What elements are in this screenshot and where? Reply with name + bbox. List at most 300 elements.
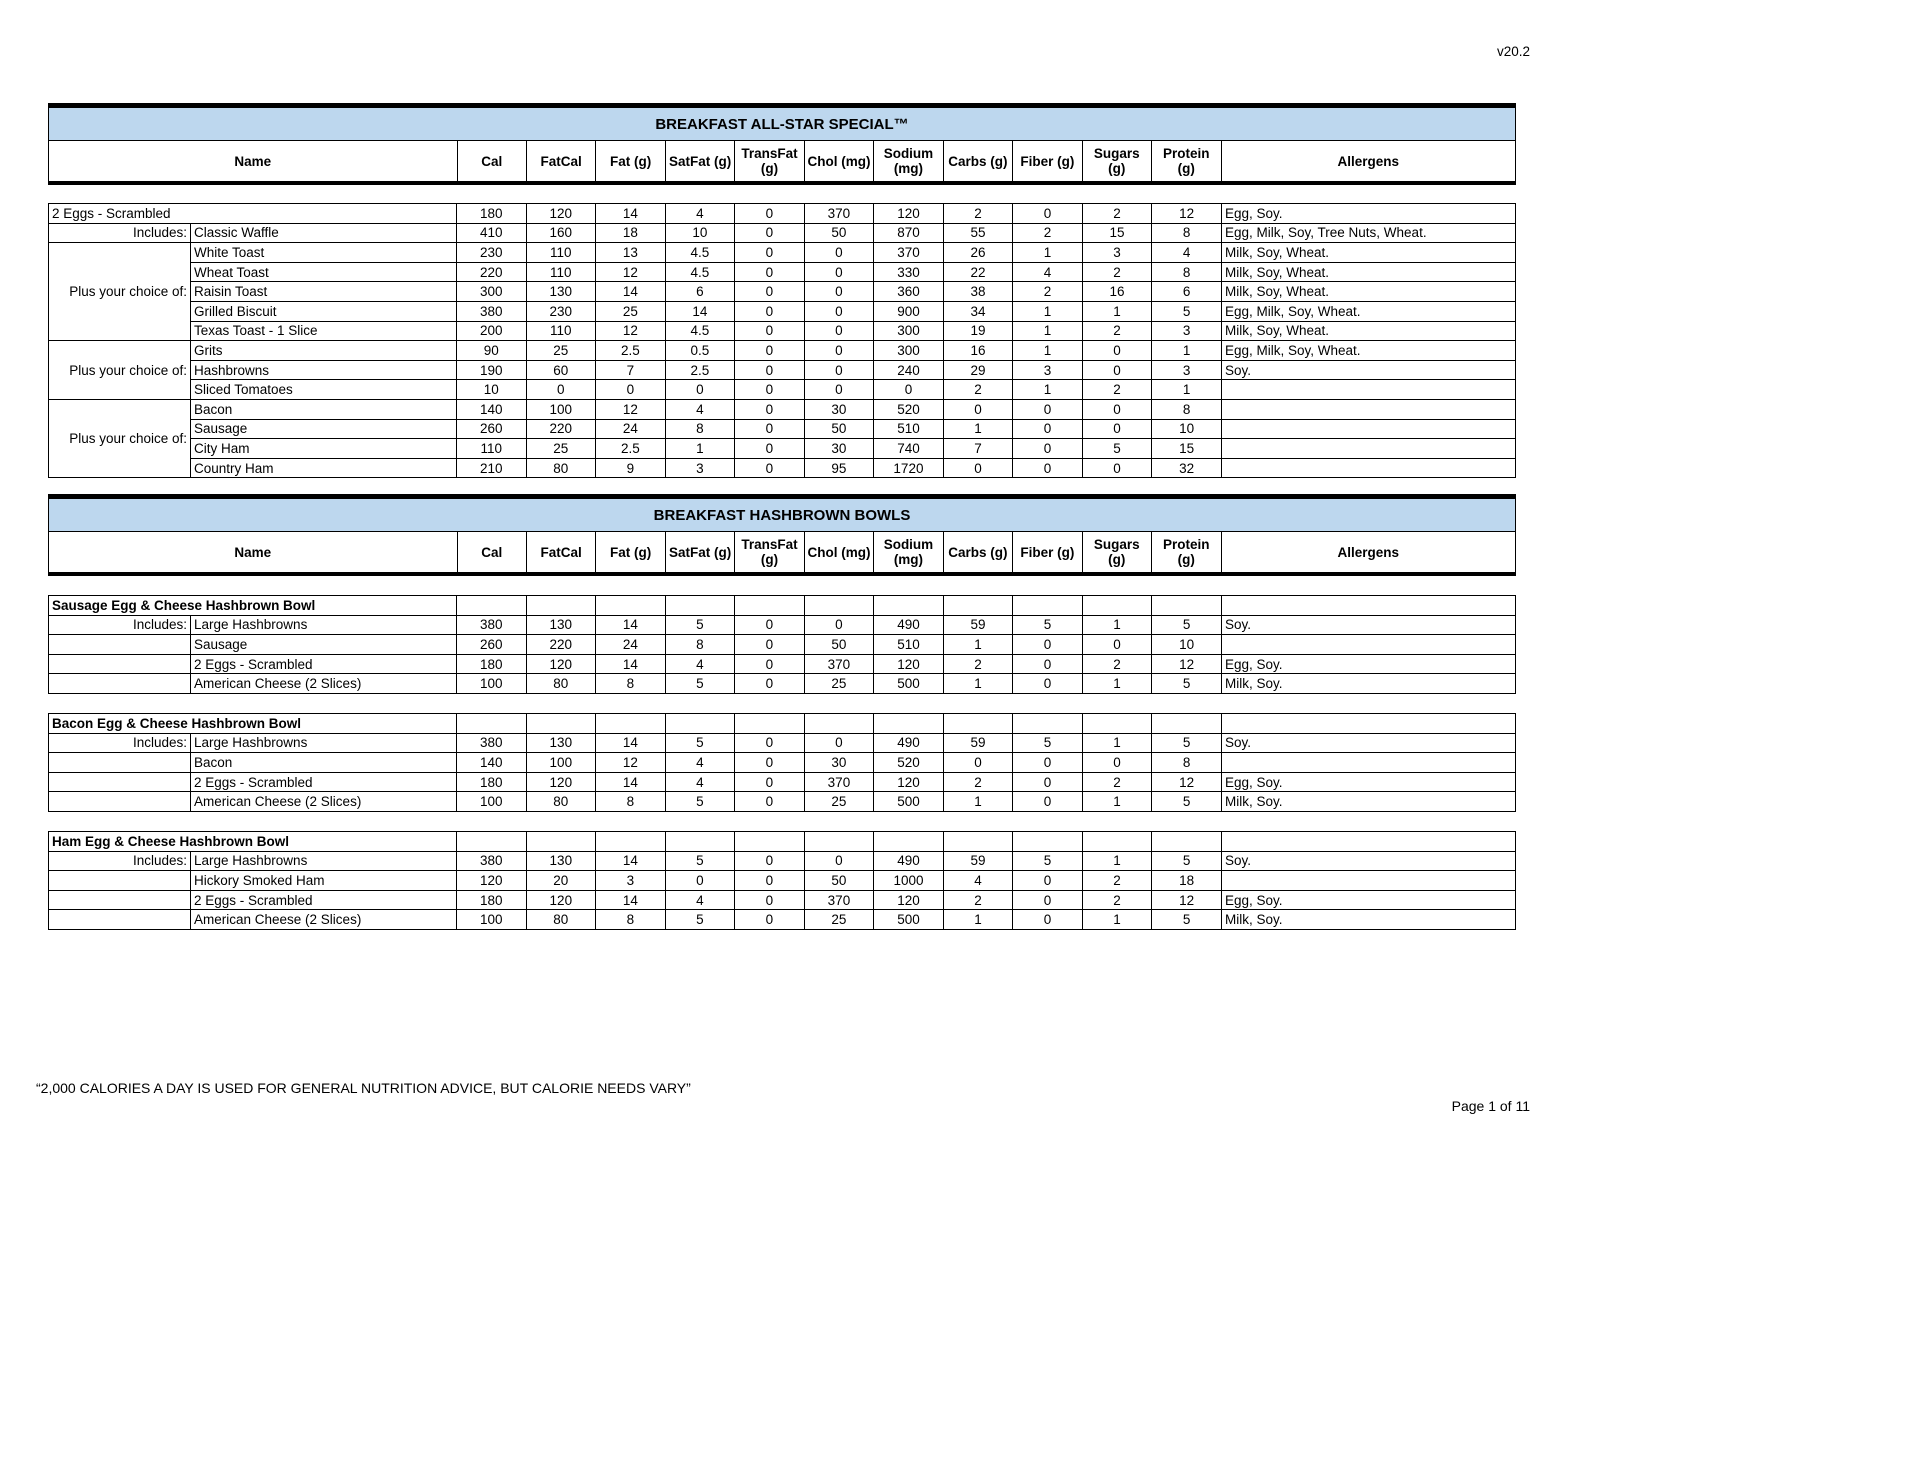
nutrition-row [49, 399, 1516, 419]
bowl-title-cell: Ham Egg & Cheese Hashbrown Bowl [49, 831, 457, 851]
value-cell: 0 [735, 341, 805, 361]
empty-value-cell [526, 713, 596, 733]
value-cell: 25 [804, 674, 874, 694]
empty-value-cell [526, 831, 596, 851]
item-name-cell: Sausage [191, 419, 457, 439]
value-cell: 4.5 [665, 243, 735, 263]
value-cell: 0 [804, 321, 874, 341]
value-cell: 510 [874, 635, 944, 655]
value-cell: 0 [1013, 753, 1083, 773]
value-cell: 2 [1082, 890, 1152, 910]
nutrition-row [49, 753, 1516, 773]
value-cell: 0 [943, 753, 1013, 773]
value-cell: 1 [943, 674, 1013, 694]
value-cell: 5 [1152, 615, 1222, 635]
value-cell: 12 [596, 262, 666, 282]
value-cell: 0 [596, 380, 666, 400]
allergens-cell: Milk, Soy. [1222, 792, 1516, 812]
nutrition-row [49, 772, 1516, 792]
column-header-fat-g: Fat (g) [596, 141, 665, 181]
nutrition-row [49, 910, 1516, 930]
value-cell: 8 [665, 635, 735, 655]
column-header-cal: Cal [457, 532, 526, 572]
value-cell: 220 [457, 262, 527, 282]
value-cell: 3 [1013, 360, 1083, 380]
value-cell: 5 [665, 733, 735, 753]
value-cell: 490 [874, 615, 944, 635]
value-cell: 12 [596, 399, 666, 419]
value-cell: 1 [1013, 380, 1083, 400]
value-cell: 370 [874, 243, 944, 263]
value-cell: 16 [943, 341, 1013, 361]
value-cell: 370 [804, 772, 874, 792]
value-cell: 0 [1082, 341, 1152, 361]
column-header-cal: Cal [457, 141, 526, 181]
nutrition-row [49, 223, 1516, 243]
value-cell: 2.5 [665, 360, 735, 380]
value-cell: 180 [457, 772, 527, 792]
value-cell: 5 [665, 792, 735, 812]
item-name-cell: Raisin Toast [191, 282, 457, 302]
allergens-cell: Egg, Soy. [1222, 772, 1516, 792]
item-name-cell: 2 Eggs - Scrambled [191, 890, 457, 910]
group-label-cell: Plus your choice of: [49, 399, 191, 477]
allergens-cell [1222, 380, 1516, 400]
value-cell: 110 [457, 439, 527, 459]
value-cell: 180 [457, 890, 527, 910]
nutrition-row [49, 851, 1516, 871]
value-cell: 210 [457, 458, 527, 478]
value-cell: 14 [665, 301, 735, 321]
allergens-cell: Egg, Milk, Soy, Wheat. [1222, 341, 1516, 361]
empty-value-cell [943, 596, 1013, 616]
value-cell: 5 [1013, 615, 1083, 635]
value-cell: 8 [1152, 399, 1222, 419]
value-cell: 0 [735, 458, 805, 478]
value-cell: 59 [943, 851, 1013, 871]
value-cell: 330 [874, 262, 944, 282]
value-cell: 120 [874, 890, 944, 910]
value-cell: 0 [665, 871, 735, 891]
item-name-cell: City Ham [191, 439, 457, 459]
value-cell: 12 [596, 753, 666, 773]
value-cell: 1 [1082, 792, 1152, 812]
value-cell: 1 [1082, 674, 1152, 694]
value-cell: 410 [457, 223, 527, 243]
allergens-cell [1222, 439, 1516, 459]
empty-value-cell [804, 596, 874, 616]
value-cell: 80 [526, 910, 596, 930]
value-cell: 14 [596, 851, 666, 871]
value-cell: 500 [874, 674, 944, 694]
empty-value-cell [1013, 831, 1083, 851]
value-cell: 0 [804, 341, 874, 361]
nutrition-row [49, 439, 1516, 459]
value-cell: 0 [804, 360, 874, 380]
value-cell: 0 [735, 654, 805, 674]
value-cell: 8 [1152, 262, 1222, 282]
value-cell: 0 [1082, 635, 1152, 655]
value-cell: 24 [596, 635, 666, 655]
allergens-cell [1222, 753, 1516, 773]
item-name-cell: Sausage [191, 635, 457, 655]
column-header-chol-mg: Chol (mg) [804, 141, 873, 181]
value-cell: 18 [1152, 871, 1222, 891]
value-cell: 220 [526, 635, 596, 655]
item-name-cell: Large Hashbrowns [191, 615, 457, 635]
value-cell: 380 [457, 851, 527, 871]
value-cell: 0 [1013, 890, 1083, 910]
nutrition-row [49, 243, 1516, 263]
item-name-cell: Hashbrowns [191, 360, 457, 380]
item-name-cell: Large Hashbrowns [191, 733, 457, 753]
empty-value-cell [457, 596, 527, 616]
value-cell: 22 [943, 262, 1013, 282]
value-cell: 300 [874, 341, 944, 361]
value-cell: 14 [596, 890, 666, 910]
group-label-cell: Includes: [49, 851, 191, 871]
nutrition-row [49, 262, 1516, 282]
value-cell: 12 [1152, 204, 1222, 224]
value-cell: 0 [1013, 204, 1083, 224]
value-cell: 0 [943, 399, 1013, 419]
value-cell: 10 [665, 223, 735, 243]
value-cell: 15 [1152, 439, 1222, 459]
nutrition-row [49, 341, 1516, 361]
allergens-cell: Egg, Milk, Soy, Wheat. [1222, 301, 1516, 321]
value-cell: 1 [943, 419, 1013, 439]
value-cell: 25 [596, 301, 666, 321]
column-header-sodium-mg: Sodium (mg) [874, 141, 943, 181]
value-cell: 0 [735, 282, 805, 302]
bowl-title-row [49, 713, 1516, 733]
value-cell: 55 [943, 223, 1013, 243]
column-header-fatcal: FatCal [526, 532, 595, 572]
value-cell: 1 [1152, 380, 1222, 400]
value-cell: 2.5 [596, 439, 666, 459]
column-header-name: Name [234, 544, 272, 560]
empty-value-cell [1152, 596, 1222, 616]
value-cell: 2.5 [596, 341, 666, 361]
nutrition-row [49, 282, 1516, 302]
column-header-transfat-g: TransFat (g) [735, 532, 804, 572]
value-cell: 0 [665, 380, 735, 400]
value-cell: 8 [596, 910, 666, 930]
allergens-cell [1222, 458, 1516, 478]
value-cell: 490 [874, 851, 944, 871]
column-header-transfat-g: TransFat (g) [735, 141, 804, 181]
value-cell: 18 [596, 223, 666, 243]
value-cell: 4 [665, 654, 735, 674]
group-label-cell: Includes: [49, 223, 191, 243]
value-cell: 1 [1082, 733, 1152, 753]
empty-allergens-cell [1222, 831, 1516, 851]
value-cell: 14 [596, 282, 666, 302]
value-cell: 1 [943, 910, 1013, 930]
empty-value-cell [596, 713, 666, 733]
value-cell: 190 [457, 360, 527, 380]
value-cell: 0 [1082, 419, 1152, 439]
value-cell: 5 [1013, 851, 1083, 871]
nutrition-row [49, 792, 1516, 812]
value-cell: 59 [943, 733, 1013, 753]
value-cell: 110 [526, 243, 596, 263]
value-cell: 0 [1013, 439, 1083, 459]
allergens-cell [1222, 871, 1516, 891]
value-cell: 0 [735, 399, 805, 419]
value-cell: 0 [1082, 753, 1152, 773]
allergens-cell: Egg, Milk, Soy, Tree Nuts, Wheat. [1222, 223, 1516, 243]
allergens-cell: Milk, Soy, Wheat. [1222, 282, 1516, 302]
value-cell: 120 [526, 204, 596, 224]
nutrition-row [49, 321, 1516, 341]
value-cell: 25 [804, 792, 874, 812]
value-cell: 7 [943, 439, 1013, 459]
value-cell: 120 [526, 772, 596, 792]
value-cell: 180 [457, 654, 527, 674]
value-cell: 4 [1152, 243, 1222, 263]
value-cell: 1 [1082, 851, 1152, 871]
value-cell: 3 [1152, 360, 1222, 380]
column-header-allergens: Allergens [1221, 141, 1515, 181]
value-cell: 80 [526, 458, 596, 478]
value-cell: 3 [1082, 243, 1152, 263]
value-cell: 3 [596, 871, 666, 891]
value-cell: 95 [804, 458, 874, 478]
item-name-cell: Classic Waffle [191, 223, 457, 243]
nutrition-row [49, 871, 1516, 891]
value-cell: 0 [735, 615, 805, 635]
value-cell: 38 [943, 282, 1013, 302]
table2-column-headers [49, 532, 1515, 572]
empty-value-cell [874, 596, 944, 616]
item-name-cell: Wheat Toast [191, 262, 457, 282]
value-cell: 25 [526, 439, 596, 459]
value-cell: 8 [1152, 753, 1222, 773]
column-header-allergens: Allergens [1221, 532, 1515, 572]
nutrition-row [49, 890, 1516, 910]
breakfast-all-star-table [48, 103, 1516, 478]
value-cell: 220 [526, 419, 596, 439]
value-cell: 29 [943, 360, 1013, 380]
value-cell: 120 [874, 204, 944, 224]
column-header-sugars-g: Sugars (g) [1082, 532, 1151, 572]
empty-value-cell [596, 596, 666, 616]
nutrition-row [49, 654, 1516, 674]
value-cell: 80 [526, 792, 596, 812]
empty-allergens-cell [1222, 713, 1516, 733]
value-cell: 9 [596, 458, 666, 478]
value-cell: 230 [457, 243, 527, 263]
value-cell: 12 [1152, 772, 1222, 792]
value-cell: 1 [1013, 243, 1083, 263]
value-cell: 260 [457, 635, 527, 655]
value-cell: 2 [1013, 223, 1083, 243]
value-cell: 13 [596, 243, 666, 263]
group-label-cell [49, 792, 191, 812]
bowl-title-cell: Sausage Egg & Cheese Hashbrown Bowl [49, 596, 457, 616]
allergens-cell: Milk, Soy. [1222, 910, 1516, 930]
bowl-title-cell: Bacon Egg & Cheese Hashbrown Bowl [49, 713, 457, 733]
value-cell: 100 [526, 753, 596, 773]
value-cell: 5 [1082, 439, 1152, 459]
value-cell: 900 [874, 301, 944, 321]
value-cell: 14 [596, 204, 666, 224]
value-cell: 10 [1152, 419, 1222, 439]
item-name-cell: American Cheese (2 Slices) [191, 792, 457, 812]
empty-value-cell [457, 831, 527, 851]
value-cell: 2 [943, 380, 1013, 400]
value-cell: 740 [874, 439, 944, 459]
value-cell: 1 [1013, 301, 1083, 321]
group-label-cell: Includes: [49, 733, 191, 753]
column-header-fat-g: Fat (g) [596, 532, 665, 572]
group-label-cell [49, 871, 191, 891]
column-header-fiber-g: Fiber (g) [1013, 141, 1082, 181]
allergens-cell [1222, 419, 1516, 439]
value-cell: 4 [943, 871, 1013, 891]
value-cell: 0 [1013, 635, 1083, 655]
value-cell: 0 [735, 223, 805, 243]
group-label-cell: Includes: [49, 615, 191, 635]
value-cell: 0 [1082, 458, 1152, 478]
value-cell: 0 [735, 851, 805, 871]
value-cell: 520 [874, 753, 944, 773]
empty-value-cell [735, 831, 805, 851]
value-cell: 90 [457, 341, 527, 361]
column-header-carbs-g: Carbs (g) [943, 532, 1012, 572]
empty-value-cell [665, 713, 735, 733]
value-cell: 130 [526, 851, 596, 871]
value-cell: 4.5 [665, 321, 735, 341]
version-label: v20.2 [1496, 44, 1530, 59]
value-cell: 110 [526, 321, 596, 341]
value-cell: 0 [804, 243, 874, 263]
value-cell: 130 [526, 282, 596, 302]
group-label-cell: Plus your choice of: [49, 341, 191, 400]
value-cell: 120 [526, 654, 596, 674]
value-cell: 1720 [874, 458, 944, 478]
value-cell: 2 [1082, 871, 1152, 891]
value-cell: 2 [943, 772, 1013, 792]
bowl-section-table [48, 713, 1516, 812]
value-cell: 5 [665, 851, 735, 871]
value-cell: 0 [1013, 871, 1083, 891]
value-cell: 0 [1013, 674, 1083, 694]
value-cell: 160 [526, 223, 596, 243]
nutrition-row [49, 360, 1516, 380]
value-cell: 100 [457, 910, 527, 930]
group-label-cell [49, 772, 191, 792]
group-label-cell [49, 635, 191, 655]
value-cell: 500 [874, 910, 944, 930]
allergens-cell [1222, 399, 1516, 419]
value-cell: 370 [804, 890, 874, 910]
value-cell: 5 [665, 615, 735, 635]
empty-value-cell [804, 713, 874, 733]
value-cell: 0 [735, 321, 805, 341]
column-header-sugars-g: Sugars (g) [1082, 141, 1151, 181]
empty-value-cell [804, 831, 874, 851]
nutrition-row [49, 674, 1516, 694]
value-cell: 12 [1152, 890, 1222, 910]
empty-value-cell [1013, 596, 1083, 616]
group-label-cell: Plus your choice of: [49, 243, 191, 341]
value-cell: 80 [526, 674, 596, 694]
value-cell: 120 [457, 871, 527, 891]
value-cell: 0 [735, 733, 805, 753]
value-cell: 0.5 [665, 341, 735, 361]
item-name-cell: Sliced Tomatoes [191, 380, 457, 400]
value-cell: 0 [735, 301, 805, 321]
value-cell: 0 [1013, 654, 1083, 674]
value-cell: 24 [596, 419, 666, 439]
table2-title: BREAKFAST HASHBROWN BOWLS [49, 499, 1515, 532]
value-cell: 12 [1152, 654, 1222, 674]
allergens-cell: Egg, Soy. [1222, 204, 1516, 224]
empty-value-cell [1082, 596, 1152, 616]
value-cell: 380 [457, 733, 527, 753]
value-cell: 0 [735, 772, 805, 792]
value-cell: 870 [874, 223, 944, 243]
value-cell: 1 [1082, 615, 1152, 635]
value-cell: 0 [735, 871, 805, 891]
value-cell: 4 [665, 753, 735, 773]
value-cell: 1 [1152, 341, 1222, 361]
bowl-sections [48, 595, 1516, 930]
value-cell: 500 [874, 792, 944, 812]
value-cell: 0 [1013, 399, 1083, 419]
column-header-name: Name [234, 153, 272, 169]
value-cell: 120 [874, 654, 944, 674]
value-cell: 2 [1082, 654, 1152, 674]
item-name-cell: Bacon [191, 753, 457, 773]
nutrition-row [49, 301, 1516, 321]
table1-header-block [48, 103, 1516, 185]
item-name-cell: 2 Eggs - Scrambled [49, 204, 457, 224]
nutrition-row [49, 615, 1516, 635]
allergens-cell: Soy. [1222, 733, 1516, 753]
value-cell: 30 [804, 439, 874, 459]
value-cell: 14 [596, 654, 666, 674]
value-cell: 5 [1152, 851, 1222, 871]
value-cell: 2 [1082, 204, 1152, 224]
value-cell: 0 [804, 851, 874, 871]
footer-disclaimer: “2,000 CALORIES A DAY IS USED FOR GENERAL NUTRITION ADVICE, BUT CALORIE NEEDS VARY” [36, 1080, 691, 1096]
bowl-section-table [48, 831, 1516, 930]
value-cell: 4 [665, 772, 735, 792]
value-cell: 5 [1152, 733, 1222, 753]
value-cell: 300 [874, 321, 944, 341]
value-cell: 19 [943, 321, 1013, 341]
value-cell: 0 [804, 282, 874, 302]
empty-value-cell [1152, 713, 1222, 733]
nutrition-row [49, 380, 1516, 400]
value-cell: 5 [1013, 733, 1083, 753]
column-header-fatcal: FatCal [526, 141, 595, 181]
item-name-cell: Bacon [191, 399, 457, 419]
column-header-sodium-mg: Sodium (mg) [874, 532, 943, 572]
value-cell: 3 [1152, 321, 1222, 341]
item-name-cell: Hickory Smoked Ham [191, 871, 457, 891]
value-cell: 8 [665, 419, 735, 439]
column-header-satfat-g: SatFat (g) [665, 141, 734, 181]
value-cell: 0 [735, 635, 805, 655]
value-cell: 380 [457, 301, 527, 321]
value-cell: 0 [735, 204, 805, 224]
value-cell: 25 [804, 910, 874, 930]
value-cell: 26 [943, 243, 1013, 263]
